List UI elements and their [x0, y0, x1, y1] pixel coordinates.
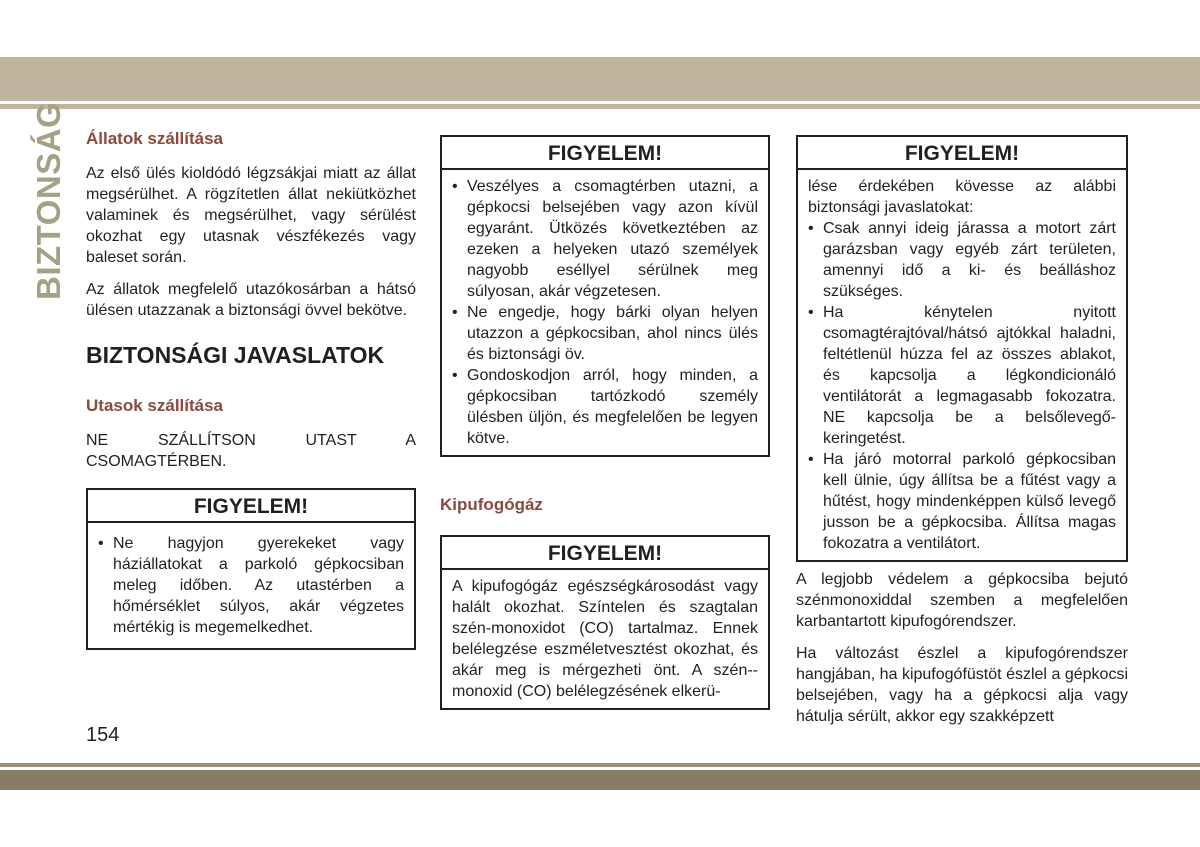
section-title: BIZTONSÁGI JAVASLATOK	[86, 342, 385, 368]
warning-title: FIGYELEM!	[798, 137, 1126, 170]
warning-body	[442, 170, 768, 455]
warning-intro: lése érdekében kövesse az alábbi biztonsági javaslatokat:	[808, 178, 1116, 216]
warning-box	[86, 488, 416, 650]
column-2	[440, 135, 770, 710]
heading-animal-transport: Állatok szállítása	[86, 129, 224, 148]
warning-title: FIGYELEM!	[442, 537, 768, 570]
warning-box	[440, 535, 770, 710]
warning-body	[442, 570, 768, 708]
page-number: 154	[86, 724, 120, 746]
warning-item: • Csak annyi ideig járassa a motort zárt garázsban vagy egyéb zárt területen, amennyi idő a ki- és beálláshoz szükséges.	[808, 218, 1116, 302]
warning-item: • Gondoskodjon arról, hogy minden, a gépkocsiban tartózkodó személy ülésben üljön, és megfelelően be legyen kötve.	[452, 365, 758, 449]
paragraph: Az állatok megfelelő utazókosárban a hátsó ülésen utazzanak a biztonsági övvel bekötve.	[86, 281, 416, 319]
header-rule	[0, 104, 1200, 109]
footer-rule	[0, 763, 1200, 767]
heading-exhaust-gas: Kipufogógáz	[440, 495, 543, 514]
warning-item: • Ne hagyjon gyerekeket vagy háziállatokat a parkoló gépkocsiban meleg időben. Az utastérben a hőmérséklet súlyos, akár végzetes mértékig is megemelkedhet.	[98, 533, 404, 638]
header-band	[0, 57, 1200, 101]
warning-body	[88, 523, 414, 648]
paragraph: Ha változást észlel a kipufogórendszer hangjában, ha kipufogófüstöt észlel a gépkocsi belsejében, vagy ha a gépkocsi alja vagy hátulja sérült, akkor egy szakképzett	[796, 645, 1128, 725]
column-1	[86, 128, 416, 650]
warning-title: FIGYELEM!	[442, 137, 768, 170]
paragraph: A legjobb védelem a gépkocsiba bejutó szénmonoxiddal szemben a megfelelően karbantartott kipufogórendszer.	[796, 571, 1128, 630]
warning-box	[440, 135, 770, 457]
warning-body	[798, 170, 1126, 560]
warning-item: • Ne engedje, hogy bárki olyan helyen utazzon a gépkocsiban, ahol nincs ülés és biztonsági öv.	[452, 302, 758, 365]
heading-passenger-transport: Utasok szállítása	[86, 396, 224, 415]
footer-band	[0, 770, 1200, 790]
paragraph-warning-caps: NE SZÁLLÍTSON UTAST A CSOMAGTÉRBEN.	[86, 432, 416, 470]
column-3	[796, 135, 1128, 727]
warning-item: • Ha járó motorral parkoló gépkocsiban kell ülnie, úgy állítsa be a fűtést vagy a hűtést, hogy mindenképpen külső levegő jusson be a gépkocsiba. Állítsa magas fokozatra a ventilátort.	[808, 449, 1116, 554]
warning-text: A kipufogógáz egészségkárosodást vagy halált okozhat. Színtelen és szagtalan szén-monoxidot (CO) tartalmaz. Ennek belélegzése eszméletvesztést okozhat, és akár meg is mérgezheti önt. A szén--monoxid (CO) belélegzésének elkerü-	[452, 578, 758, 700]
paragraph: Az első ülés kioldódó légzsákjai miatt az állat megsérülhet. A rögzítetlen állat nekiütközhet valaminek és megsérülhet, vagy sérülést okozhat egy utasnak vészfékezés vagy baleset során.	[86, 165, 416, 266]
warning-title: FIGYELEM!	[88, 490, 414, 523]
warning-box	[796, 135, 1128, 562]
warning-item: • Ha kénytelen nyitott csomagtérajtóval/hátsó ajtókkal haladni, feltétlenül húzza fel az összes ablakot, és kapcsolja a légkondicionáló ventilátorát a legmagasabb fokozatra. NE kapcsolja be a belsőlevegő-keringetést.	[808, 302, 1116, 449]
section-side-label: BIZTONSÁG	[30, 101, 67, 300]
warning-item: • Veszélyes a csomagtérben utazni, a gépkocsi belsejében vagy azon kívül egyaránt. Ütközés következtében az ezeken a helyeken utazó személyek nagyobb eséllyel sérülnek meg súlyosan, akár végzetesen.	[452, 176, 758, 302]
